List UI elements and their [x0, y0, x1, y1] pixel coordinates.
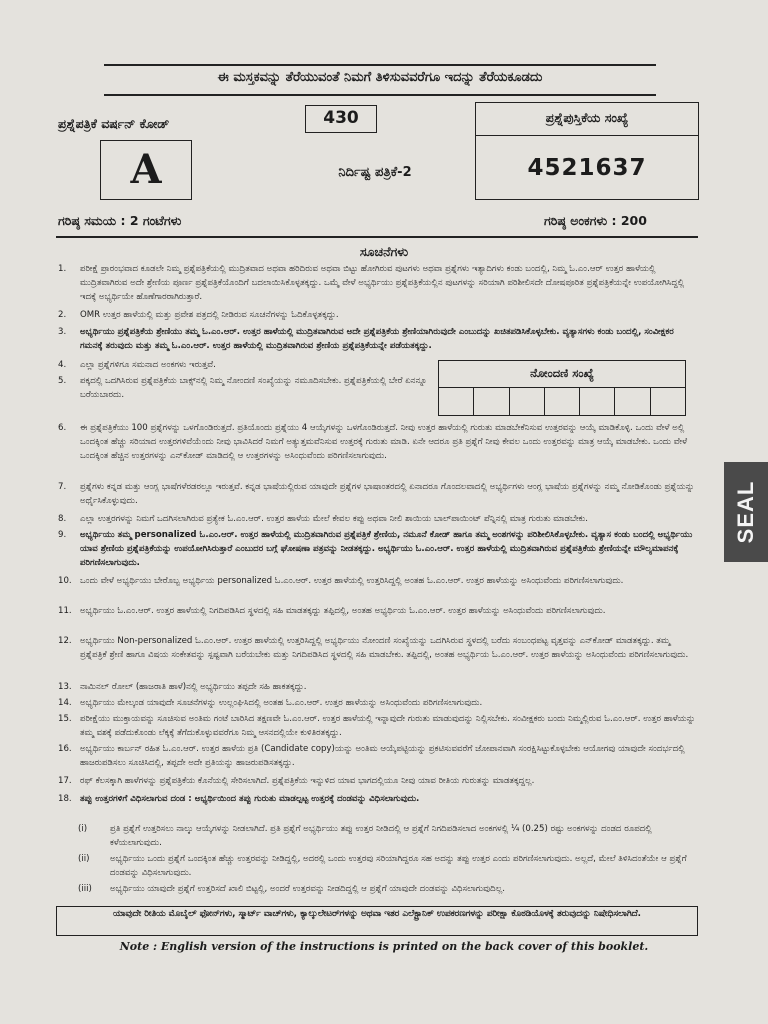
instruction-number: 5. — [58, 376, 67, 386]
instruction-number: 6. — [58, 423, 67, 433]
instruction-item — [58, 325, 698, 353]
warning-divider — [104, 94, 656, 96]
instruction-item — [58, 421, 698, 463]
top-divider — [104, 64, 656, 66]
instruction-text: ಪ್ರಶ್ನೆಗಳು ಕನ್ನಡ ಮತ್ತು ಆಂಗ್ಲ ಭಾಷೆಗಳೆರಡರಲ್ಲೂ ಇರುತ್ತವೆ. ಕನ್ನಡ ಭಾಷೆಯಲ್ಲಿರುವ ಯಾವುದೇ ಪ್ರಶ್ನೆಗಳ ಭಾಷಾಂತರದಲ್ಲಿ ಏನಾದರೂ ಗೊಂದಲವಾದಲ್ಲಿ ಅಭ್ಯರ್ಥಿಗಳು ಆಂಗ್ಲ ಭಾಷೆಯ ಪ್ರಶ್ನೆಗಳನ್ನು ನಮ್ಮ ನೋಡಿಕೊಂಡು ಪ್ರಶ್ನೆಯನ್ನು ಅರ್ಥೈಸಿಕೊಳ್ಳುವುದು. — [80, 482, 695, 506]
electronic-devices-notice: ಯಾವುದೇ ರೀತಿಯ ಮೊಬೈಲ್ ಫೋನ್‌ಗಳು, ಸ್ಮಾರ್ಟ್ ವಾಚ್‌ಗಳು, ಕ್ಯಾಲ್ಕುಲೇಟರ್‌ಗಳನ್ನು ಅಥವಾ ಇತರ ಎಲೆಕ್ಟ್ರಾನಿಕ್ ಉಪಕರಣಗಳನ್ನು ಪರೀಕ್ಷಾ ಕೊಠಡಿಯೊಳಕ್ಕೆ ತರುವುದನ್ನು ನಿಷೇಧಿಸಲಾಗಿದೆ. — [56, 906, 698, 936]
penalty-sub-item — [78, 822, 698, 850]
instruction-number: 17. — [58, 776, 72, 786]
sub-item-text: ಅಭ್ಯರ್ಥಿಯು ಯಾವುದೇ ಪ್ರಶ್ನೆಗೆ ಉತ್ತರಿಸದೆ ಖಾಲಿ ಬಿಟ್ಟಲ್ಲಿ, ಅಂದರೆ ಉತ್ತರವನ್ನು ನೀಡದಿದ್ದಲ್ಲಿ ಆ ಪ್ರಶ್ನೆಗೆ ಯಾವುದೇ ದಂಡವನ್ನು ವಿಧಿಸಲಾಗುವುದಿಲ್ಲ. — [110, 884, 506, 894]
seal-tab — [724, 462, 768, 562]
instruction-text: ಅಭ್ಯರ್ಥಿಯು ಓ.ಎಂ.ಆರ್. ಉತ್ತರ ಹಾಳೆಯಲ್ಲಿ ನಿಗದಿಪಡಿಸಿದ ಸ್ಥಳದಲ್ಲಿ ಸಹಿ ಮಾಡತಕ್ಕದ್ದು ತಪ್ಪಿದಲ್ಲಿ, ಅಂತಹ ಅಭ್ಯರ್ಥಿಯ ಓ.ಎಂ.ಆರ್. ಉತ್ತರ ಹಾಳೆಯನ್ನು ಅಸಿಂಧುವೆಂದು ಪರಿಗಣಿಸಲಾಗುವುದು. — [80, 606, 606, 616]
instruction-text: ರಫ್ ಕೆಲಸಕ್ಕಾಗಿ ಹಾಳೆಗಳನ್ನು ಪ್ರಶ್ನೆಪತ್ರಿಕೆಯ ಕೊನೆಯಲ್ಲಿ ಸೇರಿಸಲಾಗಿದೆ. ಪ್ರಶ್ನೆಪತ್ರಿಕೆಯ ಇನ್ನುಳಿದ ಯಾವ ಭಾಗದಲ್ಲಿಯೂ ನೀವು ಯಾವ ರೀತಿಯ ಗುರುತನ್ನು ಮಾಡತಕ್ಕದ್ದಲ್ಲ. — [80, 776, 535, 786]
instruction-text: ನಾಮಿನಲ್ ರೋಲ್ (ಹಾಜರಾತಿ ಹಾಳೆ)ನಲ್ಲಿ ಅಭ್ಯರ್ಥಿಯು ತಪ್ಪದೇ ಸಹಿ ಹಾಕತಕ್ಕದ್ದು. — [80, 682, 307, 692]
instruction-item — [58, 680, 698, 694]
instruction-number: 14. — [58, 698, 72, 708]
instruction-text: ತಪ್ಪು ಉತ್ತರಗಳಿಗೆ ವಿಧಿಸಲಾಗುವ ದಂಡ : ಅಭ್ಯರ್ಥಿಯಿಂದ ತಪ್ಪು ಗುರುತು ಮಾಡಲ್ಪಟ್ಟ ಉತ್ತರಕ್ಕೆ ದಂಡವನ್ನು ವಿಧಿಸಲಾಗುವುದು. — [80, 794, 420, 804]
registration-digit-cell — [510, 388, 545, 416]
instruction-item — [58, 712, 698, 740]
instruction-item — [58, 262, 698, 304]
max-marks: ಗರಿಷ್ಠ ಅಂಕಗಳು : 200 — [544, 213, 647, 228]
instruction-number: 7. — [58, 482, 67, 492]
instruction-item — [58, 604, 698, 618]
instruction-text: ಪರೀಕ್ಷೆ ಪ್ರಾರಂಭವಾದ ಕೂಡಲೇ ನಿಮ್ಮ ಪ್ರಶ್ನೆಪತ್ರಿಕೆಯಲ್ಲಿ ಮುದ್ರಿತವಾದ ಅಥವಾ ಹರಿದಿರುವ ಅಥವಾ ಬಿಟ್ಟು ಹೋಗಿರುವ ಪುಟಗಳು ಅಥವಾ ಪ್ರಶ್ನೆಗಳು ಇತ್ಯಾದಿಗಳು ಕಂಡು ಬಂದಲ್ಲಿ, ನಿಮ್ಮ ಓ.ಎಂ.ಆರ್ ಉತ್ತರ ಹಾಳೆಯಲ್ಲಿ ಮುದ್ರಿತವಾಗಿರುವ ಅದೇ ಶ್ರೇಣಿಯ ಪೂರ್ಣ ಪ್ರಶ್ನೆಪತ್ರಿಕೆಯೊಂದಿಗೆ ಬದಲಾಯಿಸಿಕೊಳ್ಳತಕ್ಕದ್ದು. ಒಮ್ಮೆ ವೇಳೆ ಅಭ್ಯರ್ಥಿಯು ಪ್ರಶ್ನೆಪತ್ರಿಕೆಯಲ್ಲಿನ ಪುಟಗಳನ್ನು ಸರಿಯಾಗಿ ಪರಿಶೀಲಿಸದೇ ದೋಷಪೂರಿತ ಪ್ರಶ್ನೆಪತ್ರಿಕೆಯನ್ನೇ ಉಪಯೋಗಿಸಿದ್ದಲ್ಲಿ ಇದಕ್ಕೆ ಅಭ್ಯರ್ಥಿಯೇ ಹೊಣೆಗಾರರಾಗಿರುತ್ತಾರೆ. — [80, 264, 685, 302]
instruction-item — [58, 374, 428, 402]
instruction-item — [58, 358, 428, 372]
instruction-text: ಅಭ್ಯರ್ಥಿಯು ಮೇಲ್ಕಂಡ ಯಾವುದೇ ಸೂಚನೆಗಳನ್ನು ಉಲ್ಲಂಘಿಸಿದಲ್ಲಿ ಅಂತಹ ಓ.ಎಂ.ಆರ್. ಉತ್ತರ ಹಾಳೆಯನ್ನು ಅಸಿಂಧುವೆಂದು ಪರಿಗಣಿಸಲಾಗುವುದು. — [80, 698, 483, 708]
booklet-number-box — [475, 102, 699, 200]
max-time: ಗರಿಷ್ಠ ಸಮಯ : 2 ಗಂಟೆಗಳು — [58, 213, 182, 228]
version-code: 430 — [305, 105, 377, 133]
instruction-text: ಅಭ್ಯರ್ಥಿಯು ಪ್ರಶ್ನೆಪತ್ರಿಕೆಯ ಶ್ರೇಣಿಯು ತಮ್ಮ ಓ.ಎಂ.ಆರ್. ಉತ್ತರ ಹಾಳೆಯಲ್ಲಿ ಮುದ್ರಿತವಾಗಿರುವ ಅದೇ ಪ್ರಶ್ನೆಪತ್ರಿಕೆಯ ಶ್ರೇಣಿಯಾಗಿರುವುದೇ ಎಂಬುದನ್ನು ಖಚಿತಪಡಿಸಿಕೊಳ್ಳಬೇಕು. ವ್ಯತ್ಯಾಸಗಳು ಕಂಡು ಬಂದಲ್ಲಿ, ಸಂವೀಕ್ಷಕರ ಗಮನಕ್ಕೆ ತರುವುದು ಮತ್ತು ತಮ್ಮ ಓ.ಎಂ.ಆರ್. ಉತ್ತರ ಹಾಳೆಯಲ್ಲಿ ಮುದ್ರಿತವಾಗಿರುವ ಶ್ರೇಣಿಯ ಪ್ರಶ್ನೆಪತ್ರಿಕೆಯನ್ನೇ ಪಡೆಯತಕ್ಕದ್ದು. — [80, 327, 674, 351]
registration-number-box — [438, 360, 686, 416]
instruction-text: ಅಭ್ಯರ್ಥಿಯು ಕಾರ್ಬನ್ ರಹಿತ ಓ.ಎಂ.ಆರ್. ಉತ್ತರ ಹಾಳೆಯ ಪ್ರತಿ (Candidate copy)ಯನ್ನು ಅಂತಿಮ ಆಯ್ಕೆಪಟ್ಟಿಯನ್ನು ಪ್ರಕಟಿಸುವವರೆಗೆ ಜೋಪಾನವಾಗಿ ಸಂರಕ್ಷಿಸಿಟ್ಟುಕೊಳ್ಳಬೇಕು ಆಯೋಗವು ಯಾವುದೇ ಸಂದರ್ಭದಲ್ಲಿ ಹಾಜರುಪಡಿಸಲು ಸೂಚಿಸಿದಲ್ಲಿ, ತಪ್ಪದೇ ಅದೇ ಪ್ರತಿಯನ್ನು ಹಾಜರುಪಡಿಸತಕ್ಕದ್ದು. — [80, 744, 685, 768]
instruction-item — [58, 480, 698, 508]
registration-digit-cell — [474, 388, 509, 416]
instruction-text: OMR ಉತ್ತರ ಹಾಳೆಯಲ್ಲಿ ಮತ್ತು ಪ್ರವೇಶ ಪತ್ರದಲ್ಲಿ ನೀಡಿರುವ ಸೂಚನೆಗಳನ್ನು ಓದಿಕೊಳ್ಳತಕ್ಕದ್ದು. — [80, 310, 339, 320]
instruction-number: 9. — [58, 530, 67, 540]
instruction-text: ಪಕ್ಕದಲ್ಲಿ ಒದಗಿಸಿರುವ ಪ್ರಶ್ನೆಪತ್ರಿಕೆಯ ಬಾಕ್ಸ್‌ನಲ್ಲಿ ನಿಮ್ಮ ನೋಂದಣಿ ಸಂಖ್ಯೆಯನ್ನು ನಮೂದಿಸಬೇಕು. ಪ್ರಶ್ನೆಪತ್ರಿಕೆಯಲ್ಲಿ ಬೇರೆ ಏನನ್ನೂ ಬರೆಯಬಾರದು. — [80, 376, 427, 400]
instruction-text: ಎಲ್ಲಾ ಪ್ರಶ್ನೆಗಳಿಗೂ ಸಮನಾದ ಅಂಕಗಳು ಇರುತ್ತವೆ. — [80, 360, 216, 370]
instruction-text: ಅಭ್ಯರ್ಥಿಯು Non-personalized ಓ.ಎಂ.ಆರ್. ಉತ್ತರ ಹಾಳೆಯಲ್ಲಿ ಉತ್ತರಿಸಿದ್ದಲ್ಲಿ ಅಭ್ಯರ್ಥಿಯು ನೋಂದಣಿ ಸಂಖ್ಯೆಯನ್ನು ಒದಗಿಸಿರುವ ಸ್ಥಳದಲ್ಲಿ ಬರೆದು ಸಂಬಂಧಪಟ್ಟ ವೃತ್ತವನ್ನು ಎನ್‌ಕೋಡ್ ಮಾಡತಕ್ಕದ್ದು. ತಮ್ಮ ಪ್ರಶ್ನೆಪತ್ರಿಕೆ ಶ್ರೇಣಿ ಹಾಗೂ ವಿಷಯ ಸಂಕೇತವನ್ನು ಸ್ಪಷ್ಟವಾಗಿ ಬರೆಯಬೇಕು ಮತ್ತು ನಿಗದಿಪಡಿಸಿದ ಸ್ಥಳದಲ್ಲಿ ಸಹಿ ಮಾಡಬೇಕು. ತಪ್ಪಿದಲ್ಲಿ, ಅಂತಹ ಅಭ್ಯರ್ಥಿಯ ಓ.ಎಂ.ಆರ್. ಉತ್ತರ ಹಾಳೆಯನ್ನು ಅಸಿಂಧುವೆಂದು ಪರಿಗಣಿಸಲಾಗುವುದು. — [80, 636, 689, 660]
instruction-text: ಈ ಪ್ರಶ್ನೆಪತ್ರಿಕೆಯು 100 ಪ್ರಶ್ನೆಗಳನ್ನು ಒಳಗೊಂಡಿರುತ್ತದೆ. ಪ್ರತಿಯೊಂದು ಪ್ರಶ್ನೆಯು 4 ಆಯ್ಕೆಗಳನ್ನು ಒಳಗೊಂಡಿರುತ್ತದೆ. ನೀವು ಉತ್ತರ ಹಾಳೆಯಲ್ಲಿ ಗುರುತು ಮಾಡಬೇಕೆನಿಸುವ ಉತ್ತರವನ್ನು ಆಯ್ಕೆ ಮಾಡಿಕೊಳ್ಳಿ. ಒಂದು ವೇಳೆ ಅಲ್ಲಿ ಒಂದಕ್ಕಿಂತ ಹೆಚ್ಚು ಸರಿಯಾದ ಉತ್ತರಗಳಿವೆಯೆಂದು ನೀವು ಭಾವಿಸಿದರೆ ನಿಮಗೆ ಅತ್ಯುತ್ತಮವೆನಿಸುವ ಉತ್ತರಕ್ಕೆ ಗುರುತು ಮಾಡಿ. ಏನೇ ಆದರೂ ಪ್ರತಿ ಪ್ರಶ್ನೆಗೆ ನೀವು ಕೇವಲ ಒಂದು ಉತ್ತರವನ್ನು ಮಾತ್ರ ಆಯ್ಕೆ ಮಾಡಬೇಕು. ಒಂದು ವೇಳೆ ಒಂದಕ್ಕಿಂತ ಹೆಚ್ಚಿನ ಉತ್ತರಗಳನ್ನು ಎನ್‌ಕೋಡ್ ಮಾಡಿದಲ್ಲಿ ಆ ಉತ್ತರಗಳನ್ನು ಅಸಿಂಧುವೆಂದು ಪರಿಗಣಿಸಲಾಗುವುದು. — [80, 423, 688, 461]
sub-item-number: (iii) — [78, 884, 92, 894]
sub-item-text: ಅಭ್ಯರ್ಥಿಯು ಒಂದು ಪ್ರಶ್ನೆಗೆ ಒಂದಕ್ಕಿಂತ ಹೆಚ್ಚು ಉತ್ತರವನ್ನು ನೀಡಿದ್ದಲ್ಲಿ, ಅದರಲ್ಲಿ ಒಂದು ಉತ್ತರವು ಸರಿಯಾಗಿದ್ದರೂ ಸಹ ಅದನ್ನು ತಪ್ಪು ಉತ್ತರ ಎಂದು ಪರಿಗಣಿಸಲಾಗುವುದು. ಅಲ್ಲದೆ, ಮೇಲೆ ತಿಳಿಸಿದಂತೆಯೇ ಆ ಪ್ರಶ್ನೆಗೆ ದಂಡವನ್ನು ವಿಧಿಸಲಾಗುವುದು. — [110, 854, 687, 878]
instruction-item — [58, 308, 698, 322]
instruction-number: 18. — [58, 794, 72, 804]
instructions-title: ಸೂಚನೆಗಳು — [359, 244, 409, 259]
instruction-item — [58, 634, 698, 662]
registration-digit-cell — [615, 388, 650, 416]
registration-digit-cell — [545, 388, 580, 416]
instruction-number: 3. — [58, 327, 67, 337]
english-version-note: Note : English version of the instructions is printed on the back cover of this booklet. — [119, 940, 649, 953]
penalty-sub-item — [78, 852, 698, 880]
registration-digit-cell — [651, 388, 685, 416]
instruction-item — [58, 792, 698, 806]
instruction-number: 2. — [58, 310, 67, 320]
penalty-sub-item — [78, 882, 698, 896]
booklet-number: 4521637 — [527, 155, 647, 181]
instruction-item — [58, 774, 698, 788]
instruction-number: 10. — [58, 576, 72, 586]
seal-label: SEAL — [733, 480, 758, 544]
header-divider — [56, 236, 698, 238]
sub-item-number: (i) — [78, 824, 88, 834]
instruction-text: ಒಂದು ವೇಳೆ ಅಭ್ಯರ್ಥಿಯು ಬೇರೊಬ್ಬ ಅಭ್ಯರ್ಥಿಯ personalized ಓ.ಎಂ.ಆರ್. ಉತ್ತರ ಹಾಳೆಯಲ್ಲಿ ಉತ್ತರಿಸಿದ್ದಲ್ಲಿ ಅಂತಹ ಓ.ಎಂ.ಆರ್. ಉತ್ತರ ಹಾಳೆಯನ್ನು ಅಸಿಂಧುವೆಂದು ಪರಿಗಣಿಸಲಾಗುವುದು. — [80, 576, 624, 586]
instruction-number: 15. — [58, 714, 72, 724]
version-code-label: ಪ್ರಶ್ನೆಪತ್ರಿಕೆ ವರ್ಷನ್ ಕೋಡ್ — [58, 116, 170, 131]
instruction-number: 13. — [58, 682, 72, 692]
booklet-number-label: ಪ್ರಶ್ನೆಪುಸ್ತಿಕೆಯ ಸಂಖ್ಯೆ — [476, 103, 698, 136]
instruction-item — [58, 528, 698, 570]
instruction-item — [58, 512, 698, 526]
instruction-number: 4. — [58, 360, 67, 370]
instruction-number: 16. — [58, 744, 72, 754]
instruction-text: ಪರೀಕ್ಷೆಯು ಮುಕ್ತಾಯವನ್ನು ಸೂಚಿಸುವ ಅಂತಿಮ ಗಂಟೆ ಬಾರಿಸಿದ ತಕ್ಷಣವೇ ಓ.ಎಂ.ಆರ್. ಉತ್ತರ ಹಾಳೆಯಲ್ಲಿ ಇನ್ನಾವುದೇ ಗುರುತು ಮಾಡುವುದನ್ನು ನಿಲ್ಲಿಸಬೇಕು. ಸಂವೀಕ್ಷಕರು ಬಂದು ನಿಮ್ಮಲ್ಲಿರುವ ಓ.ಎಂ.ಆರ್. ಉತ್ತರ ಹಾಳೆಯನ್ನು ತಮ್ಮ ವಶಕ್ಕೆ ಪಡೆದುಕೊಂಡು ಲೆಕ್ಕಕ್ಕೆ ತೆಗೆದುಕೊಳ್ಳುವವರೆಗೂ ನಿಮ್ಮ ಆಸನದಲ್ಲಿಯೇ ಕುಳಿತಿರತಕ್ಕದ್ದು. — [80, 714, 696, 738]
registration-number-label: ನೋಂದಣಿ ಸಂಖ್ಯೆ — [439, 361, 685, 388]
instruction-item — [58, 574, 698, 588]
instruction-text: ಅಭ್ಯರ್ಥಿಯು ತಮ್ಮ personalized ಓ.ಎಂ.ಆರ್. ಉತ್ತರ ಹಾಳೆಯಲ್ಲಿ ಮುದ್ರಿತವಾಗಿರುವ ಪ್ರಶ್ನೆಪತ್ರಿಕೆ ಶ್ರೇಣಿಯ, ನಮೂನೆ ಕೋಡ್ ಹಾಗೂ ತಮ್ಮ ಅಂಶಗಳನ್ನು ಪರಿಶೀಲಿಸಿಕೊಳ್ಳಬೇಕು. ವ್ಯತ್ಯಾಸ ಕಂಡು ಬಂದಲ್ಲಿ ಅಭ್ಯರ್ಥಿಯು ಯಾವ ಶ್ರೇಣಿಯ ಪ್ರಶ್ನೆಪತ್ರಿಕೆಯನ್ನು ಉಪಯೋಗಿಸಿರುತ್ತಾರೆ ಎಂಬುದರ ಬಗ್ಗೆ ಘೋಷಣಾ ಪತ್ರವನ್ನು ನೀಡತಕ್ಕದ್ದು. ಅಭ್ಯರ್ಥಿಯು ಓ.ಎಂ.ಆರ್. ಉತ್ತರ ಹಾಳೆಯಲ್ಲಿ ಮುದ್ರಿತವಾಗಿರುವ ಪ್ರಶ್ನೆಪತ್ರಿಕೆಯ ಶ್ರೇಣಿಯನ್ನೇ ಮೌಲ್ಯಮಾಪನಕ್ಕೆ ಪರಿಗಣಿಸಲಾಗುವುದು. — [80, 530, 693, 568]
instruction-text: ಎಲ್ಲಾ ಉತ್ತರಗಳನ್ನು ನಿಮಗೆ ಒದಗಿಸಲಾಗಿರುವ ಪ್ರತ್ಯೇಕ ಓ.ಎಂ.ಆರ್. ಉತ್ತರ ಹಾಳೆಯ ಮೇಲೆ ಕೇವಲ ಕಪ್ಪು ಅಥವಾ ನೀಲಿ ಶಾಯಿಯ ಬಾಲ್‌ಪಾಯಿಂಟ್ ಪೆನ್ನಿನಲ್ಲಿ ಮಾತ್ರ ಗುರುತು ಮಾಡಬೇಕು. — [80, 514, 589, 524]
instruction-number: 12. — [58, 636, 72, 646]
registration-digit-cell — [439, 388, 474, 416]
instruction-item — [58, 696, 698, 710]
paper-title: ನಿರ್ದಿಷ್ಟ ಪತ್ರಿಕೆ-2 — [338, 165, 412, 180]
registration-digit-cells — [439, 388, 685, 416]
instruction-item — [58, 742, 698, 770]
sub-item-text: ಪ್ರತಿ ಪ್ರಶ್ನೆಗೆ ಉತ್ತರಿಸಲು ನಾಲ್ಕು ಆಯ್ಕೆಗಳನ್ನು ನೀಡಲಾಗಿದೆ. ಪ್ರತಿ ಪ್ರಶ್ನೆಗೆ ಅಭ್ಯರ್ಥಿಯು ತಪ್ಪು ಉತ್ತರ ನೀಡಿದಲ್ಲಿ ಆ ಪ್ರಶ್ನೆಗೆ ನಿಗದಿಪಡಿಸಲಾದ ಅಂಕಗಳಲ್ಲಿ ¼ (0.25) ರಷ್ಟು ಅಂಕಗಳನ್ನು ದಂಡದ ರೂಪದಲ್ಲಿ ಕಳೆಯಲಾಗುವುದು. — [110, 824, 652, 848]
do-not-open-warning: ಈ ಮಸ್ತಕವನ್ನು ತೆರೆಯುವಂತೆ ನಿಮಗೆ ತಿಳಿಸುವವರೆಗೂ ಇದನ್ನು ತೆರೆಯಕೂಡದು — [217, 70, 543, 85]
sub-item-number: (ii) — [78, 854, 90, 864]
registration-digit-cell — [580, 388, 615, 416]
instruction-number: 11. — [58, 606, 72, 616]
instruction-number: 8. — [58, 514, 67, 524]
instruction-number: 1. — [58, 264, 67, 274]
series-letter: A — [100, 140, 192, 200]
